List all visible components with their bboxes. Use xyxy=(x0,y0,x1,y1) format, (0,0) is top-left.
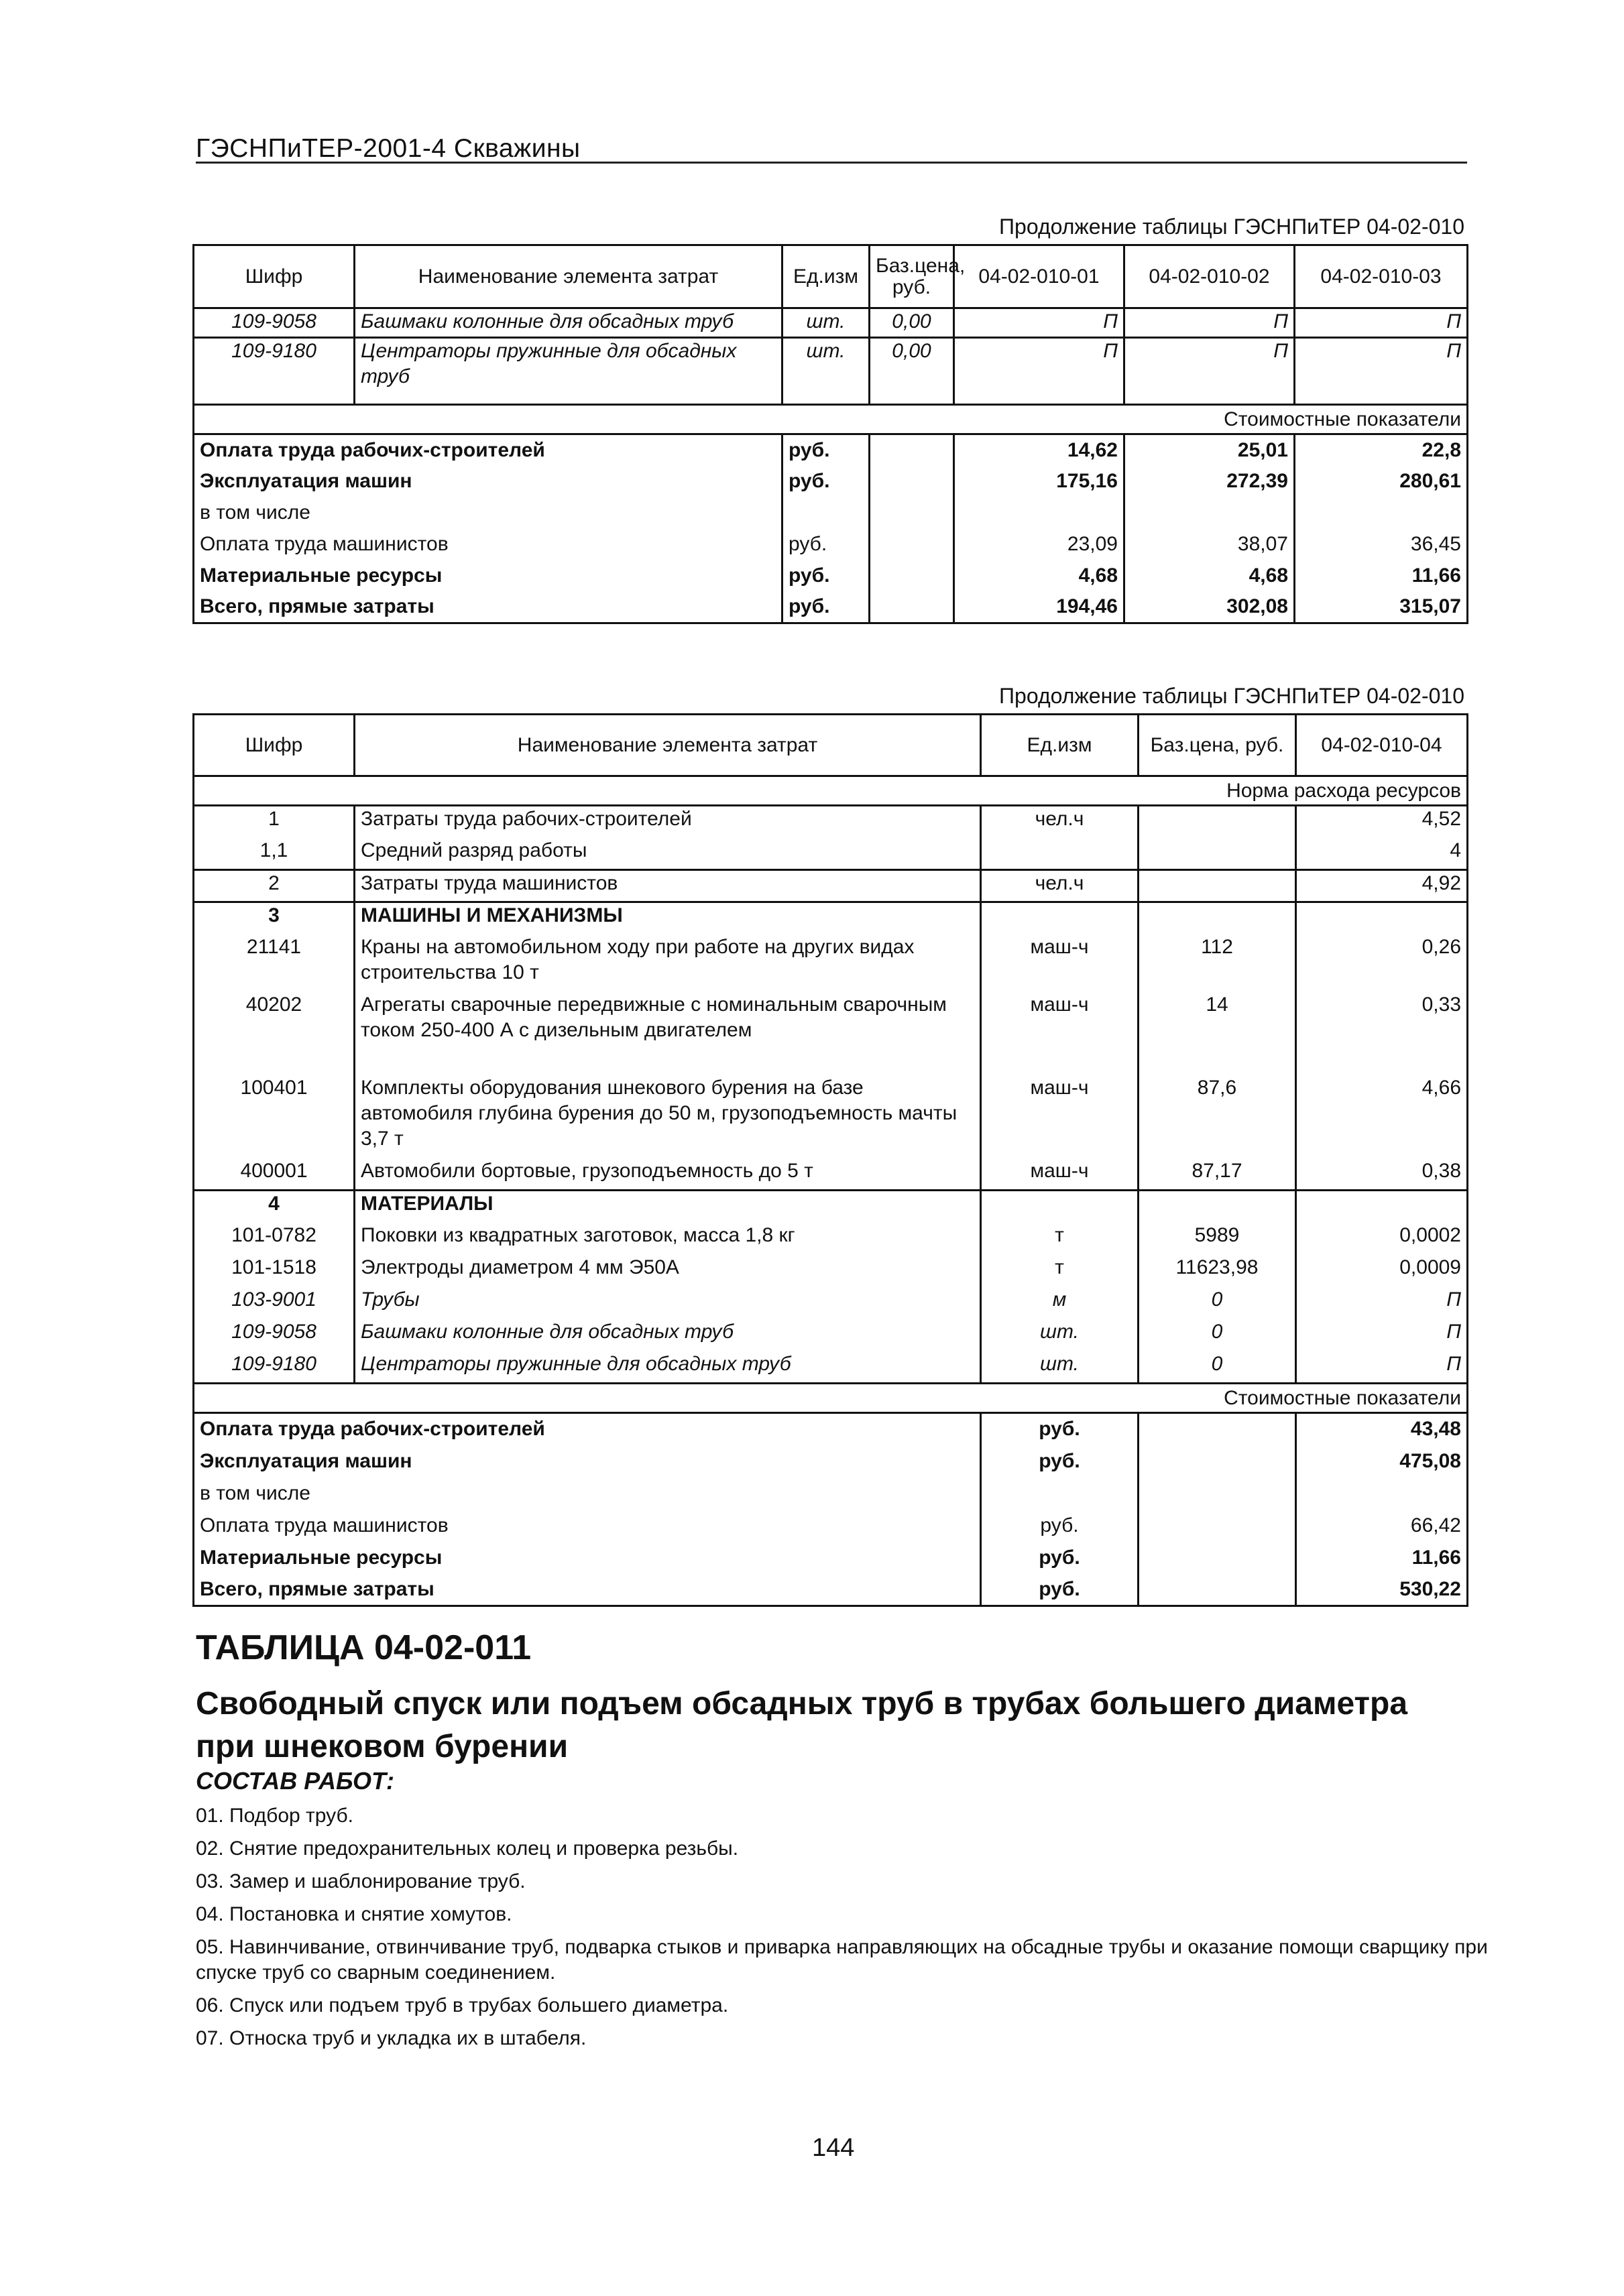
cost-section-label: Стоимостные показатели xyxy=(194,1384,1468,1413)
resource-price xyxy=(1139,902,1296,934)
resource-value-col2: П xyxy=(1124,308,1295,338)
cost-row xyxy=(194,1574,1468,1606)
cost-value: 475,08 xyxy=(1399,1449,1461,1472)
resource-row xyxy=(194,308,1468,338)
resource-unit: шт. xyxy=(981,1351,1139,1384)
table1-header-col3: 04-02-010-03 xyxy=(1295,245,1468,308)
resource-code: 40202 xyxy=(194,992,355,1075)
resource-unit xyxy=(981,1191,1139,1223)
resource-value-col3: П xyxy=(1295,338,1468,405)
resource-row xyxy=(194,1158,1468,1191)
header-rule xyxy=(196,162,1467,164)
table1-body xyxy=(194,308,1468,623)
resource-name: Средний разряд работы xyxy=(355,838,981,870)
cost-price-empty xyxy=(870,434,954,466)
cost-value-col3: 315,07 xyxy=(1399,595,1461,618)
cost-section-row xyxy=(194,1384,1468,1413)
resource-price: 87,17 xyxy=(1139,1158,1296,1191)
document-header: ГЭСНПиТЕР-2001-4 Скважины xyxy=(196,134,581,163)
resource-price: 0 xyxy=(1139,1287,1296,1319)
resource-name: Электроды диаметром 4 мм Э50А xyxy=(355,1255,981,1287)
cost-name: в том числе xyxy=(194,1477,981,1510)
cost-row xyxy=(194,1413,1468,1445)
table1-header-col1: 04-02-010-01 xyxy=(954,245,1124,308)
cost-value-col2: 272,39 xyxy=(1124,466,1295,497)
resource-price xyxy=(1139,1191,1296,1223)
resource-price: 112 xyxy=(1139,934,1296,992)
resource-value: 0,38 xyxy=(1422,1159,1461,1182)
table1-header-price: Баз.цена, руб. xyxy=(870,245,954,308)
cost-row xyxy=(194,497,1468,529)
cost-price-empty xyxy=(870,592,954,623)
resource-unit: маш-ч xyxy=(981,1075,1139,1158)
resource-code: 109-9180 xyxy=(194,338,355,405)
work-item: 07. Относка труб и укладка их в штабеля. xyxy=(196,2027,587,2049)
resource-value: П xyxy=(1446,1288,1461,1311)
resource-unit: маш-ч xyxy=(981,934,1139,992)
resource-name: Центраторы пружинные для обсадных труб xyxy=(355,338,782,405)
table1 xyxy=(192,244,1468,624)
cost-row xyxy=(194,1542,1468,1574)
norm-section-row xyxy=(194,776,1468,806)
resource-code: 400001 xyxy=(194,1158,355,1191)
resource-name: Комплекты оборудования шнекового бурения на базе автомобиля глубина бурения до 50 м, грузоподъемность мачты 3,7 т xyxy=(355,1075,981,1158)
cost-name: Оплата труда машинистов xyxy=(194,529,782,560)
resource-unit: т xyxy=(981,1255,1139,1287)
resource-code: 100401 xyxy=(194,1075,355,1158)
resource-value: П xyxy=(1446,1352,1461,1375)
table2-header-row xyxy=(194,715,1468,776)
resource-price: 87,6 xyxy=(1139,1075,1296,1158)
cost-value-col3: 280,61 xyxy=(1399,470,1461,492)
resource-code: 103-9001 xyxy=(194,1287,355,1319)
resource-price: 0 xyxy=(1139,1319,1296,1351)
resource-name: Затраты труда рабочих-строителей xyxy=(355,806,981,838)
cost-unit: руб. xyxy=(981,1510,1139,1542)
resource-value: 0,33 xyxy=(1422,993,1461,1016)
cost-name: Эксплуатация машин xyxy=(194,1445,981,1477)
resource-price xyxy=(1139,838,1296,870)
table1-header-name: Наименование элемента затрат xyxy=(355,245,782,308)
resource-code: 1,1 xyxy=(194,838,355,870)
resource-code: 21141 xyxy=(194,934,355,992)
resource-code: 109-9058 xyxy=(194,308,355,338)
cost-value-col1: 14,62 xyxy=(954,434,1124,466)
cost-name: Оплата труда рабочих-строителей xyxy=(194,1413,981,1445)
cost-value-col1: 4,68 xyxy=(954,560,1124,592)
resource-row xyxy=(194,1287,1468,1319)
cost-value-col2: 25,01 xyxy=(1124,434,1295,466)
cost-unit: руб. xyxy=(981,1413,1139,1445)
resource-value xyxy=(1296,902,1468,934)
resource-value: 4,92 xyxy=(1296,870,1468,902)
resource-unit: чел.ч xyxy=(981,806,1139,838)
cost-name: Эксплуатация машин xyxy=(194,466,782,497)
cost-price-empty xyxy=(1139,1542,1296,1574)
cost-name: Всего, прямые затраты xyxy=(194,1574,981,1606)
cost-name: Оплата труда машинистов xyxy=(194,1510,981,1542)
resource-name: Автомобили бортовые, грузоподъемность до 5 т xyxy=(355,1158,981,1191)
resource-row xyxy=(194,1255,1468,1287)
cost-name: Оплата труда рабочих-строителей xyxy=(194,434,782,466)
table2-header-name: Наименование элемента затрат xyxy=(355,715,981,776)
resource-unit: м xyxy=(981,1287,1139,1319)
cost-price-empty xyxy=(870,529,954,560)
cost-name: Материальные ресурсы xyxy=(194,560,782,592)
resource-value: П xyxy=(1446,1320,1461,1343)
cost-price-empty xyxy=(1139,1413,1296,1445)
cost-value-col1: 194,46 xyxy=(954,592,1124,623)
resource-value xyxy=(1296,1191,1468,1223)
cost-section-row xyxy=(194,405,1468,434)
resource-row xyxy=(194,1351,1468,1384)
cost-unit: руб. xyxy=(981,1574,1139,1606)
cost-price-empty xyxy=(1139,1574,1296,1606)
resource-price: 14 xyxy=(1139,992,1296,1075)
table2-header-col4: 04-02-010-04 xyxy=(1296,715,1468,776)
cost-value-col2 xyxy=(1124,497,1295,529)
cost-value: 11,66 xyxy=(1411,1546,1461,1569)
cost-name: Материальные ресурсы xyxy=(194,1542,981,1574)
resource-row xyxy=(194,1223,1468,1255)
cost-value-col2: 38,07 xyxy=(1124,529,1295,560)
resource-code: 109-9180 xyxy=(194,1351,355,1384)
cost-row xyxy=(194,560,1468,592)
cost-name: в том числе xyxy=(194,497,782,529)
table2-header-price: Баз.цена, руб. xyxy=(1139,715,1296,776)
cost-price-empty xyxy=(1139,1510,1296,1542)
resource-value: 4 xyxy=(1450,839,1461,861)
table2-header-unit: Ед.изм xyxy=(981,715,1139,776)
resource-unit: маш-ч xyxy=(981,1158,1139,1191)
table1-caption: Продолжение таблицы ГЭСНПиТЕР 04-02-010 xyxy=(999,215,1464,239)
cost-unit: руб. xyxy=(981,1542,1139,1574)
section-title: Свободный спуск или подъем обсадных труб в трубах большего диаметра при шнековом бурении xyxy=(196,1686,1408,1764)
work-item: 03. Замер и шаблонирование труб. xyxy=(196,1870,526,1892)
resource-price xyxy=(1139,806,1296,838)
resource-unit xyxy=(981,838,1139,870)
cost-value-col1: 23,09 xyxy=(954,529,1124,560)
resource-code: 101-0782 xyxy=(194,1223,355,1255)
resource-code: 3 xyxy=(194,902,355,934)
cost-unit: руб. xyxy=(782,560,870,592)
resource-price: 5989 xyxy=(1139,1223,1296,1255)
resource-unit: маш-ч xyxy=(981,992,1139,1075)
cost-row xyxy=(194,1510,1468,1542)
cost-value-col3: 11,66 xyxy=(1411,564,1461,587)
resource-unit: шт. xyxy=(782,308,870,338)
cost-section-label: Стоимостные показатели xyxy=(194,405,1468,434)
resource-price: 0,00 xyxy=(870,338,954,405)
cost-row xyxy=(194,529,1468,560)
resource-row xyxy=(194,992,1468,1075)
norm-section-label: Норма расхода ресурсов xyxy=(194,776,1468,806)
resource-row xyxy=(194,934,1468,992)
resource-unit: шт. xyxy=(782,338,870,405)
resource-name: Трубы xyxy=(355,1287,981,1319)
resource-code: 4 xyxy=(194,1191,355,1223)
resource-price xyxy=(1139,870,1296,902)
cost-row xyxy=(194,466,1468,497)
resource-row xyxy=(194,1319,1468,1351)
cost-row xyxy=(194,1445,1468,1477)
cost-value: 43,48 xyxy=(1410,1418,1461,1441)
resource-unit: шт. xyxy=(981,1319,1139,1351)
resource-name: Агрегаты сварочные передвижные с номинальным сварочным током 250-400 А с дизельным двигателем xyxy=(355,992,981,1075)
resource-value: 4,52 xyxy=(1422,808,1461,830)
resource-name: Затраты труда машинистов xyxy=(355,870,981,902)
cost-row xyxy=(194,434,1468,466)
resource-value: 4,66 xyxy=(1422,1076,1461,1099)
table1-header-col2: 04-02-010-02 xyxy=(1124,245,1295,308)
table2-body xyxy=(194,776,1468,1606)
table1-header-unit: Ед.изм xyxy=(782,245,870,308)
resource-row xyxy=(194,1075,1468,1158)
cost-value-col1: 175,16 xyxy=(954,466,1124,497)
cost-price-empty xyxy=(1139,1445,1296,1477)
cost-value-col2: 302,08 xyxy=(1124,592,1295,623)
resource-code: 101-1518 xyxy=(194,1255,355,1287)
resource-row xyxy=(194,1191,1468,1223)
cost-value-col3: 22,8 xyxy=(1422,438,1461,461)
cost-value-col3: 36,45 xyxy=(1410,533,1461,555)
table1-header-row xyxy=(194,245,1468,308)
resource-row xyxy=(194,902,1468,934)
resource-value-col2: П xyxy=(1124,338,1295,405)
resource-value-col1: П xyxy=(954,308,1124,338)
resource-unit xyxy=(981,902,1139,934)
cost-value: 66,42 xyxy=(1410,1514,1461,1536)
resource-value: 0,0002 xyxy=(1399,1223,1461,1246)
cost-price-empty xyxy=(1139,1477,1296,1510)
page-number: 144 xyxy=(812,2134,855,2162)
cost-price-empty xyxy=(870,466,954,497)
resource-value-col1: П xyxy=(954,338,1124,405)
resource-unit: чел.ч xyxy=(981,870,1139,902)
resource-row xyxy=(194,806,1468,838)
cost-unit: руб. xyxy=(981,1445,1139,1477)
cost-row xyxy=(194,1477,1468,1510)
resource-code: 109-9058 xyxy=(194,1319,355,1351)
cost-price-empty xyxy=(870,560,954,592)
cost-row xyxy=(194,592,1468,623)
table2-caption: Продолжение таблицы ГЭСНПиТЕР 04-02-010 xyxy=(999,684,1464,708)
resource-name: Краны на автомобильном ходу при работе на других видах строительства 10 т xyxy=(355,934,981,992)
resource-code: 1 xyxy=(194,806,355,838)
work-item: 06. Спуск или подъем труб в трубах большего диаметра. xyxy=(196,1994,729,2016)
resource-price: 11623,98 xyxy=(1139,1255,1296,1287)
cost-unit xyxy=(981,1477,1139,1510)
resource-name: Центраторы пружинные для обсадных труб xyxy=(355,1351,981,1384)
resource-name: МАШИНЫ И МЕХАНИЗМЫ xyxy=(355,902,981,934)
work-item: 04. Постановка и снятие хомутов. xyxy=(196,1903,512,1925)
section-code: ТАБЛИЦА 04-02-011 xyxy=(196,1628,532,1667)
table2 xyxy=(192,713,1468,1607)
work-item: 05. Навинчивание, отвинчивание труб, подварка стыков и приварка направляющих на обсадные трубы и оказание помощи сварщику при спуске труб со сварным соединением. xyxy=(196,1936,1488,1984)
cost-value: 530,22 xyxy=(1399,1577,1461,1600)
resource-unit: т xyxy=(981,1223,1139,1255)
resource-name: Башмаки колонные для обсадных труб xyxy=(355,1319,981,1351)
resource-value: 0,0009 xyxy=(1399,1256,1461,1278)
cost-unit xyxy=(782,497,870,529)
work-composition-list xyxy=(196,1803,1503,2059)
resource-price: 0,00 xyxy=(870,308,954,338)
resource-row xyxy=(194,338,1468,405)
cost-unit: руб. xyxy=(782,466,870,497)
cost-price-empty xyxy=(870,497,954,529)
work-item: 02. Снятие предохранительных колец и проверка резьбы. xyxy=(196,1837,739,1860)
resource-row xyxy=(194,870,1468,902)
resource-row xyxy=(194,838,1468,870)
cost-unit: руб. xyxy=(782,592,870,623)
cost-value-col2: 4,68 xyxy=(1124,560,1295,592)
resource-value-col3: П xyxy=(1446,310,1461,333)
resource-value: 0,26 xyxy=(1422,935,1461,958)
cost-value-col1 xyxy=(954,497,1124,529)
resource-code: 2 xyxy=(194,870,355,902)
cost-unit: руб. xyxy=(782,434,870,466)
cost-name: Всего, прямые затраты xyxy=(194,592,782,623)
resource-name: МАТЕРИАЛЫ xyxy=(355,1191,981,1223)
cost-value xyxy=(1296,1477,1468,1510)
cost-unit: руб. xyxy=(782,529,870,560)
resource-price: 0 xyxy=(1139,1351,1296,1384)
work-item: 01. Подбор труб. xyxy=(196,1805,353,1827)
table2-header-code: Шифр xyxy=(194,715,355,776)
cost-value-col3 xyxy=(1295,497,1468,529)
table1-header-code: Шифр xyxy=(194,245,355,308)
resource-name: Поковки из квадратных заготовок, масса 1,8 кг xyxy=(355,1223,981,1255)
work-composition-heading: СОСТАВ РАБОТ: xyxy=(196,1767,394,1795)
resource-name: Башмаки колонные для обсадных труб xyxy=(355,308,782,338)
